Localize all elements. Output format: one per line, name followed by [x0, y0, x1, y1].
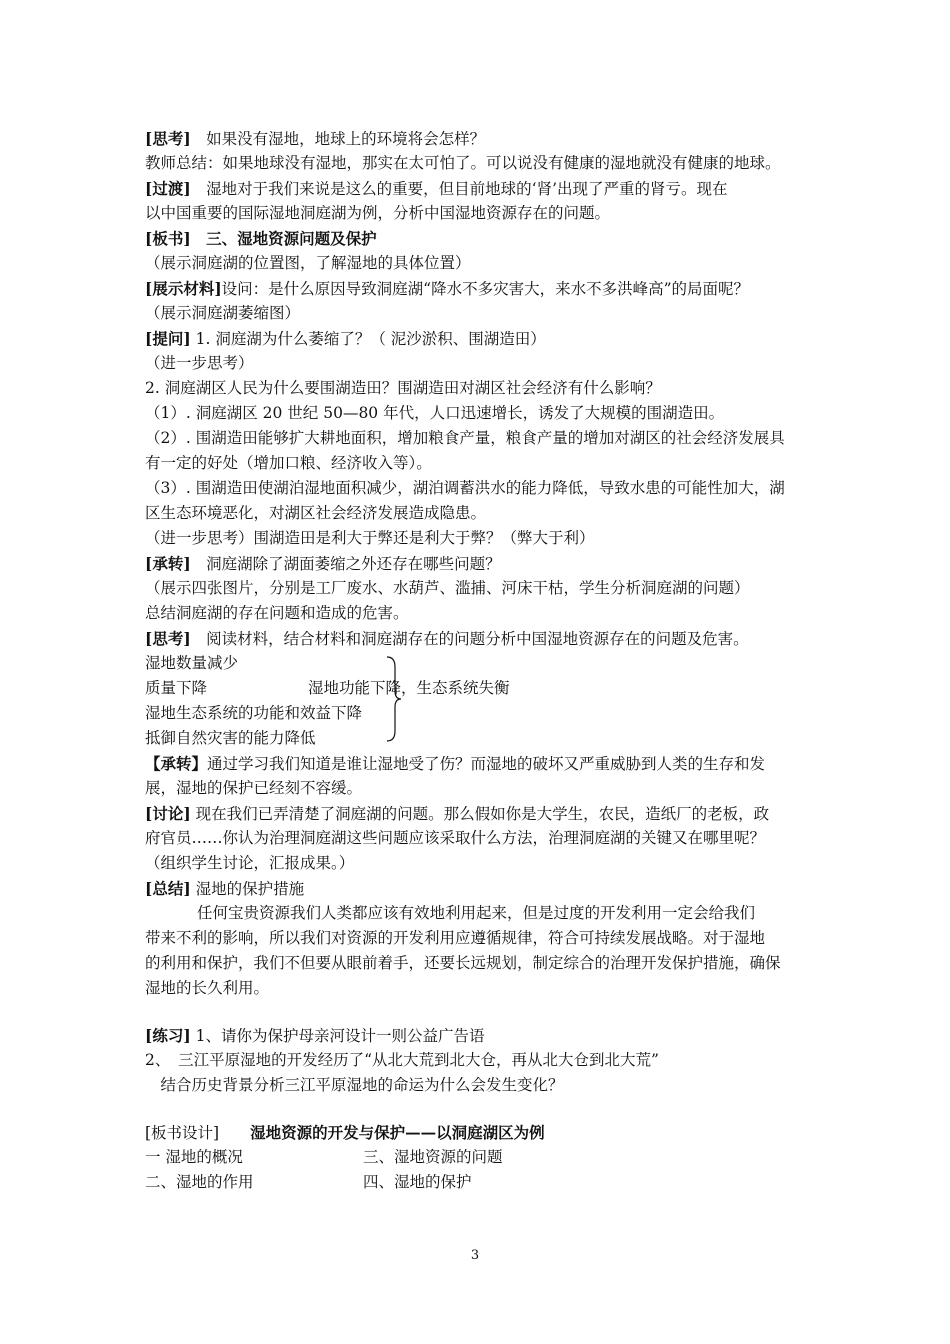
board-item-2: 二、湿地的作用 [145, 1173, 254, 1191]
exercise-2-cont: 结合历史背景分析三江平原湿地的命运为什么会发生变化？ [145, 1076, 564, 1094]
transition-text: 湿地对于我们来说是这么的重要，但目前地球的‘肾’出现了严重的肾亏。现在 [190, 180, 728, 198]
summary-para-2: 带来不利的影响，所以我们对资源的开发利用应遵循规律，符合可持续发展战略。对于湿地 [145, 929, 766, 947]
question-2: 2. 洞庭湖区人民为什么要围湖造田？围湖造田对湖区社会经济有什么影响？ [145, 379, 661, 397]
board-line [145, 226, 825, 251]
board-item-4: 四、湿地的保护 [363, 1173, 472, 1191]
board-design-line [145, 1120, 825, 1145]
discuss-text: 现在我们已弄清楚了洞庭湖的问题。那么假如你是大学生，农民，造纸厂的老板，政 [190, 805, 770, 823]
show-pictures: （展示四张图片，分别是工厂废水、水葫芦、滥捕、河床干枯，学生分析洞庭湖的问题） [145, 579, 750, 597]
summary-line [145, 876, 825, 901]
document-body [145, 126, 825, 1195]
tag-think: [思考] [145, 129, 191, 148]
summary-para-3: 的利用和保护，我们不但要从眼前着手，还要长远规划，制定综合的治理开发保护措施，确保 [145, 954, 781, 972]
point-3: （3）. 围湖造田使湖泊湿地面积减少，湖泊调蓄洪水的能力降低，导致水患的可能性加大，湖 [145, 479, 785, 497]
board-item-3: 三、湿地资源的问题 [363, 1148, 503, 1166]
tag-material: [展示材料] [145, 279, 222, 298]
think-line [145, 126, 825, 151]
tag-discuss: [讨论] [145, 804, 191, 823]
continue-line-2 [145, 751, 825, 776]
discuss-cont: 府官员……你认为治理洞庭湖这些问题应该采取什么方法，治理洞庭湖的关键又在哪里呢？ [145, 829, 766, 847]
think-text: 如果没有湿地，地球上的环境将会怎样？ [190, 130, 486, 148]
problem-3: 湿地生态系统的功能和效益下降 [145, 704, 363, 722]
tag-continue-2: 【承转】 [145, 754, 208, 773]
point-2: （2）. 围湖造田能够扩大耕地面积，增加粮食产量，粮食产量的增加对湖区的社会经济发展具 [145, 429, 785, 447]
tag-exercise: [练习] [145, 1026, 191, 1045]
discuss-organize: （组织学生讨论，汇报成果。） [145, 854, 355, 872]
problem-1: 湿地数量减少 [145, 654, 239, 672]
problem-result: 湿地功能下降，生态系统失衡 [308, 679, 510, 697]
tag-continue: [承转] [145, 554, 191, 573]
board-item-1: 一 湿地的概况 [145, 1148, 243, 1166]
material-line [145, 276, 825, 301]
exercise-2: 2、 三江平原湿地的开发经历了“从北大荒到北大仓，再从北大仓到北大荒” [145, 1051, 659, 1069]
board-text: 三、湿地资源问题及保护 [190, 229, 377, 248]
point-2-cont: 有一定的好处（增加口粮、经济收入等）。 [145, 454, 432, 472]
exercise-line [145, 1023, 825, 1048]
continue-cont: 展，湿地的保护已经刻不容缓。 [145, 779, 363, 797]
continue-text-2: 通过学习我们知道是谁让湿地受了伤？而湿地的破坏又严重威胁到人类的生存和发 [207, 755, 766, 773]
problem-4: 抵御自然灾害的能力降低 [145, 729, 316, 747]
problem-2: 质量下降 [145, 679, 208, 697]
summary-para-4: 湿地的长久利用。 [145, 979, 270, 997]
question-line [145, 326, 825, 351]
material-text: 设问：是什么原因导致洞庭湖“降水不多灾害大，来水不多洪峰高”的局面呢？ [221, 280, 750, 298]
right-brace-icon [385, 655, 403, 743]
tag-board-design: [板书设计] [145, 1124, 220, 1142]
show-location: （展示洞庭湖的位置图，了解湿地的具体位置） [145, 254, 471, 272]
summary-text: 湿地的保护措施 [190, 880, 305, 898]
page-number: 3 [470, 1248, 480, 1263]
tag-think-2: [思考] [145, 629, 191, 648]
tag-transition: [过渡] [145, 179, 191, 198]
transition-line [145, 176, 825, 201]
show-shrink: （展示洞庭湖萎缩图） [145, 304, 301, 322]
summary-para-1: 任何宝贵资源我们人类都应该有效地利用起来，但是过度的开发利用一定会给我们 [197, 904, 756, 922]
further-think: （进一步思考） [145, 354, 254, 372]
point-3-cont: 区生态环境恶化，对湖区社会经济发展造成隐患。 [145, 504, 487, 522]
board-row-2 [145, 1170, 825, 1195]
tag-summary: [总结] [145, 879, 191, 898]
think-text-2: 阅读材料，结合材料和洞庭湖存在的问题分析中国湿地资源存在的问题及危害。 [190, 630, 749, 648]
teacher-summary: 教师总结：如果地球没有湿地，那实在太可怕了。可以说没有健康的湿地就没有健康的地球。 [145, 154, 781, 172]
point-1: （1）. 洞庭湖区 20 世纪 50—80 年代，人口迅速增长，诱发了大规模的围湖造田。 [145, 404, 725, 422]
summary-problems: 总结洞庭湖的存在问题和造成的危害。 [145, 604, 409, 622]
board-row-1 [145, 1145, 825, 1170]
continue-line [145, 551, 825, 576]
discuss-line [145, 801, 825, 826]
question-text: 1. 洞庭湖为什么萎缩了？（ 泥沙淤积、围湖造田） [190, 330, 546, 348]
further-think-2: （进一步思考）围湖造田是利大于弊还是利大于弊？（弊大于利） [145, 529, 595, 547]
tag-board: [板书] [145, 229, 191, 248]
transition-cont: 以中国重要的国际湿地洞庭湖为例，分析中国湿地资源存在的问题。 [145, 204, 611, 222]
exercise-text: 1、请你为保护母亲河设计一则公益广告语 [190, 1027, 485, 1045]
think-line-2 [145, 626, 825, 651]
problem-list [145, 651, 825, 751]
board-design-title: 湿地资源的开发与保护——以洞庭湖区为例 [219, 1123, 545, 1142]
tag-question: [提问] [145, 329, 191, 348]
continue-text: 洞庭湖除了湖面萎缩之外还存在哪些问题？ [190, 555, 501, 573]
